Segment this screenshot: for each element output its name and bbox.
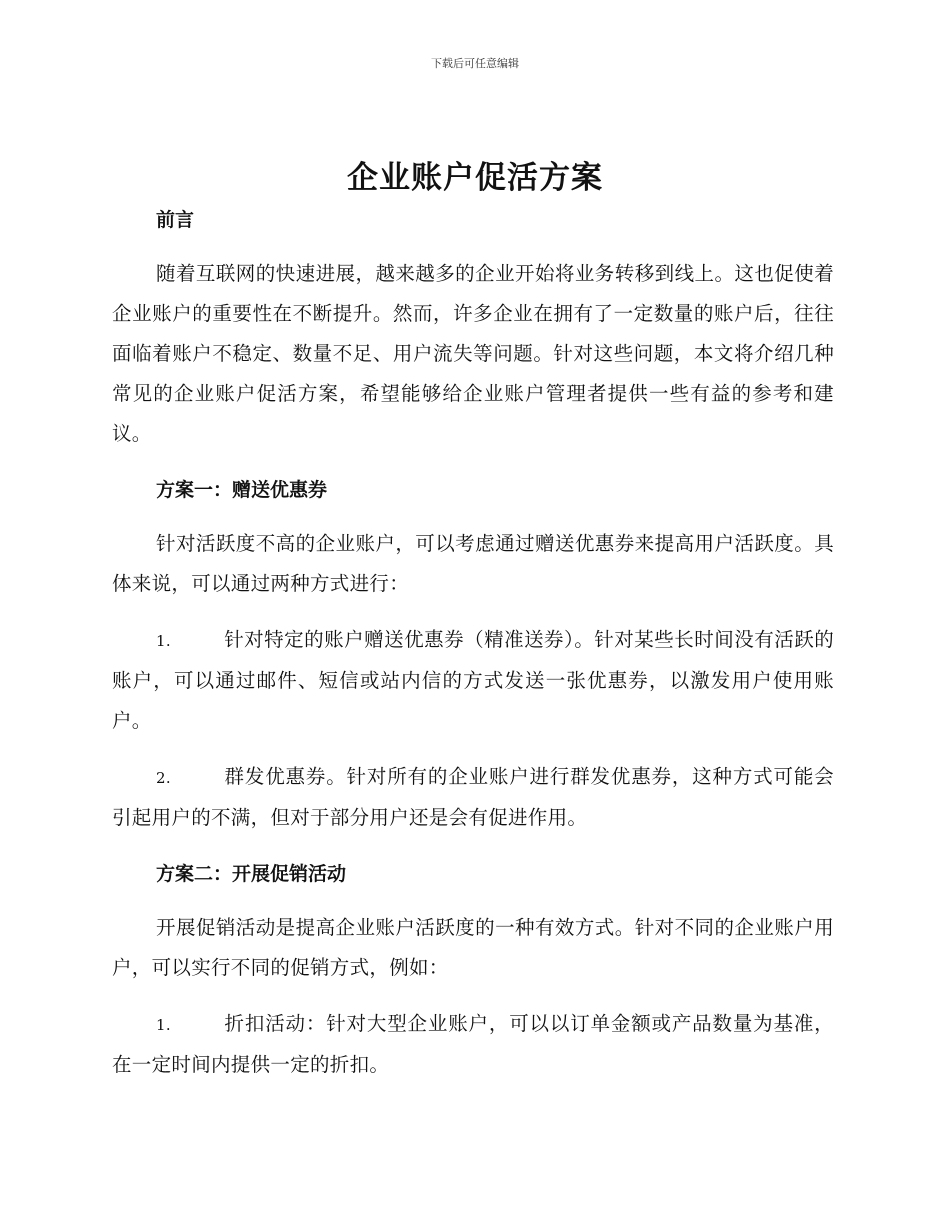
document-title: 企业账户促活方案 bbox=[347, 160, 603, 196]
list-number: 2. bbox=[156, 769, 171, 787]
list-number: 1. bbox=[156, 632, 171, 650]
plan1-list-item-2 bbox=[112, 757, 834, 838]
section-heading-plan1: 方案一：赠送优惠券 bbox=[156, 479, 328, 501]
section-heading-preface: 前言 bbox=[156, 209, 195, 231]
document-body bbox=[112, 200, 834, 1085]
plan2-paragraph: 开展促销活动是提高企业账户活跃度的一种有效方式。针对不同的企业账户用户，可以实行不同的促销方式，例如： bbox=[112, 916, 834, 979]
plan1-list-item-1 bbox=[112, 620, 834, 741]
section-heading-plan2: 方案二：开展促销活动 bbox=[156, 863, 347, 885]
plan2-list-item-1 bbox=[112, 1004, 834, 1085]
header-note: 下载后可任意编辑 bbox=[431, 57, 519, 70]
list-item-text: 折扣活动：针对大型企业账户，可以以订单金额或产品数量为基准，在一定时间内提供一定的折扣。 bbox=[112, 1012, 834, 1076]
list-item-text: 群发优惠券。针对所有的企业账户进行群发优惠券，这种方式可能会引起用户的不满，但对于部分用户还是会有促进作用。 bbox=[112, 765, 834, 829]
list-number: 1. bbox=[156, 1016, 171, 1034]
preface-paragraph: 随着互联网的快速进展，越来越多的企业开始将业务转移到线上。这也促使着企业账户的重要性在不断提升。然而，许多企业在拥有了一定数量的账户后，往往面临着账户不稳定、数量不足、用户流失等问题。针对这些问题，本文将介绍几种常见的企业账户促活方案，希望能够给企业账户管理者提供一些有益的参考和建议。 bbox=[112, 262, 834, 445]
plan1-paragraph: 针对活跃度不高的企业账户，可以考虑通过赠送优惠券来提高用户活跃度。具体来说，可以通过两种方式进行： bbox=[112, 532, 834, 595]
list-item-text: 针对特定的账户赠送优惠券（精准送券）。针对某些长时间没有活跃的账户，可以通过邮件、短信或站内信的方式发送一张优惠券，以激发用户使用账户。 bbox=[112, 628, 834, 732]
